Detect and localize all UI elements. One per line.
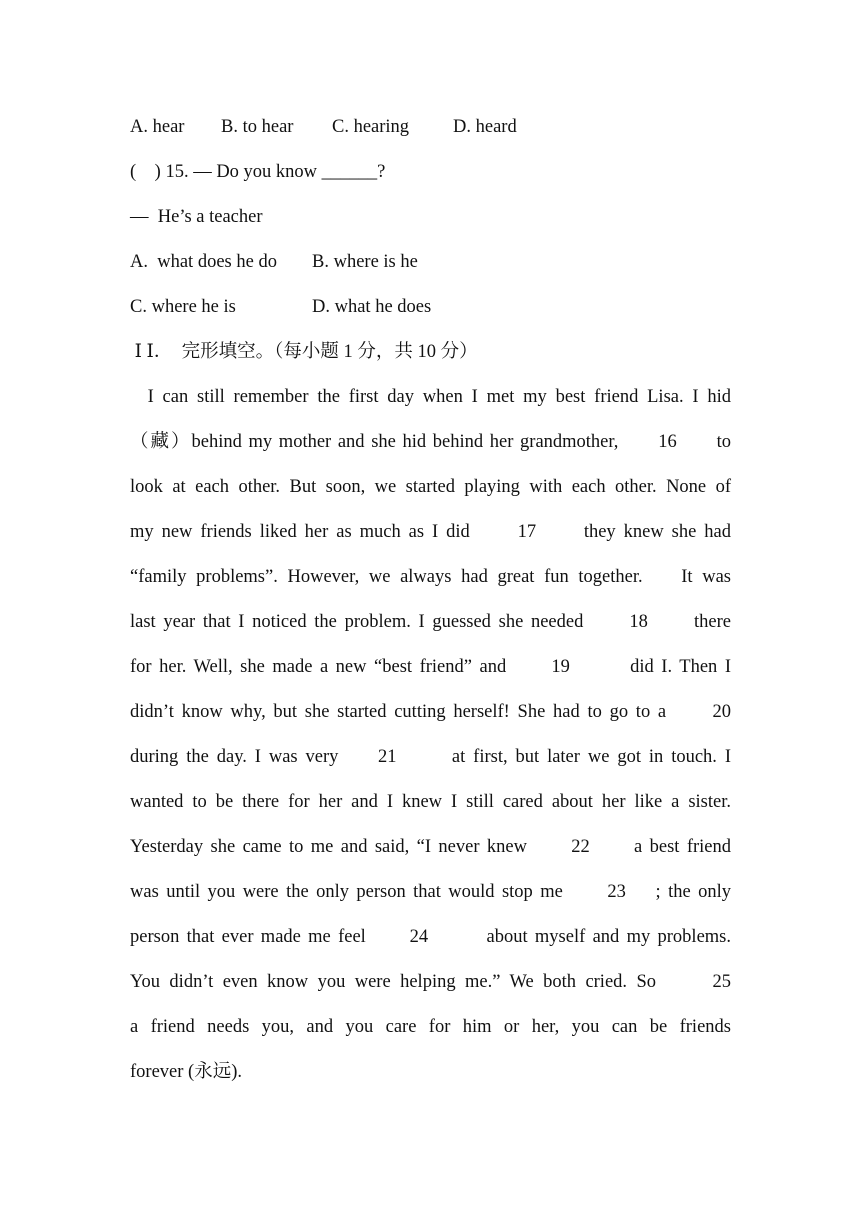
- q15-option-b: B. where is he: [312, 252, 418, 272]
- passage-line: “family problems”. However, we always had great fun together. It was: [130, 567, 731, 587]
- passage-line: wanted to be there for her and I knew I still cared about her like a sister.: [130, 792, 731, 812]
- passage-line: Yesterday she came to me and said, “I never knew 22 a best friend: [130, 837, 731, 857]
- passage-line: during the day. I was very 21 at first, but later we got in touch. I: [130, 747, 731, 767]
- q15-stem: ( ) 15. — Do you know ______?: [130, 162, 386, 182]
- q15-answer-line: — He’s a teacher: [130, 207, 263, 227]
- passage-line: didn’t know why, but she started cutting herself! She had to go to a 20: [130, 702, 731, 722]
- passage-line: （藏）behind my mother and she hid behind her grandmother, 16 to: [130, 432, 731, 452]
- q15-option-a: A. what does he do: [130, 252, 277, 272]
- passage-line: You didn’t even know you were helping me.” We both cried. So 25: [130, 972, 731, 992]
- passage-line: last year that I noticed the problem. I guessed she needed 18 there: [130, 612, 731, 632]
- section-heading-cloze: Ⅰ Ⅰ． 完形填空。（每小题 1 分，共 10 分）: [130, 342, 478, 362]
- passage-line: person that ever made me feel 24 about myself and my problems.: [130, 927, 731, 947]
- passage-line: forever (永远).: [130, 1062, 242, 1082]
- q14-option-c: C. hearing: [332, 117, 410, 137]
- passage-line: I can still remember the first day when I met my best friend Lisa. I hid: [130, 387, 731, 407]
- passage-line: a friend needs you, and you care for him or her, you can be friends: [130, 1017, 731, 1037]
- passage-line: was until you were the only person that would stop me 23 ; the only: [130, 882, 731, 902]
- q14-option-d: D. heard: [453, 117, 517, 137]
- passage-line: look at each other. But soon, we started playing with each other. None of: [130, 477, 731, 497]
- q14-options-row: [130, 115, 517, 139]
- q15-options-row-2: [130, 295, 431, 319]
- q15-option-c: C. where he is: [130, 297, 236, 317]
- passage-line: for her. Well, she made a new “best friend” and 19 did I. Then I: [130, 657, 731, 677]
- q14-option-b: B. to hear: [221, 117, 294, 137]
- q14-option-a: A. hear: [130, 117, 185, 137]
- passage-line: my new friends liked her as much as I did 17 they knew she had: [130, 522, 731, 542]
- q15-options-row-1: [130, 250, 418, 274]
- q15-option-d: D. what he does: [312, 297, 432, 317]
